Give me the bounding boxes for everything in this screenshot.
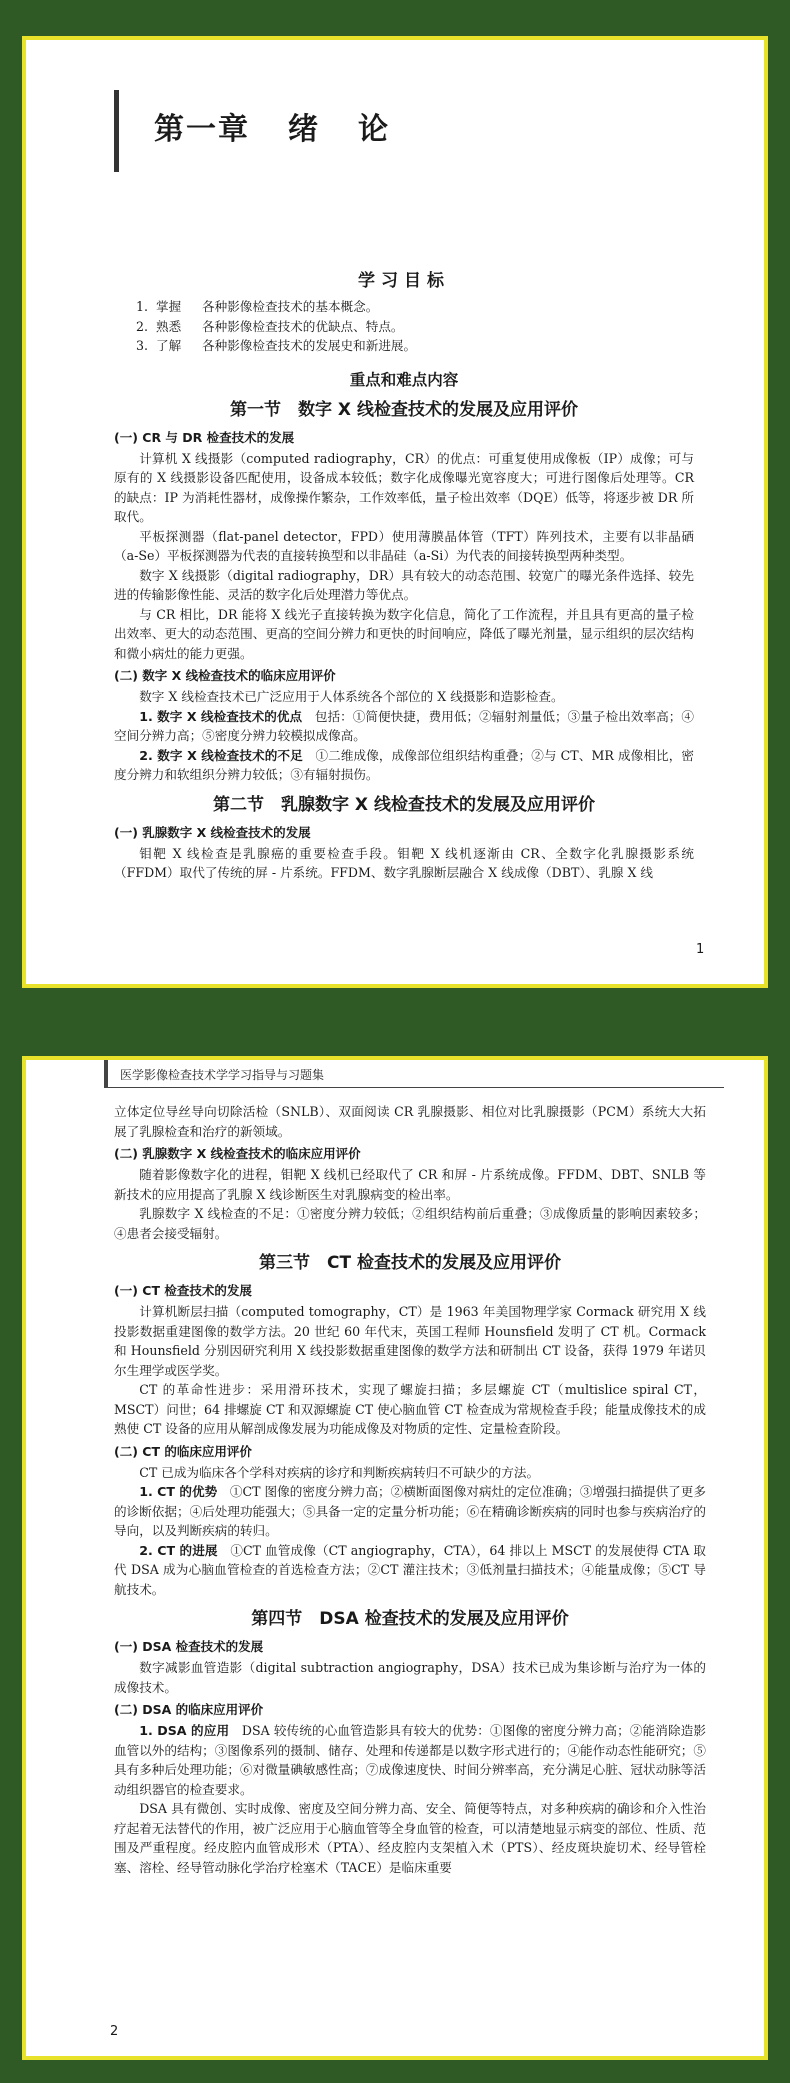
subheading: (二) DSA 的临床应用评价 (114, 1702, 264, 1717)
goal-keyword: 了解 (156, 338, 182, 353)
page-1 (22, 36, 768, 988)
goal-item (114, 317, 694, 337)
paragraph-lead: 1. CT 的优势 (139, 1484, 218, 1499)
goal-num: 3. (136, 338, 149, 353)
section-1-title: 第一节 数字 X 线检查技术的发展及应用评价 (230, 399, 578, 420)
paragraph: 数字 X 线摄影（digital radiography，DR）具有较大的动态范围、较宽广的曝光条件选择、较先进的传输影像性能、灵活的数字化后处理潜力等优点。 (114, 567, 694, 602)
goal-item (114, 336, 694, 356)
page-1-body (114, 266, 694, 883)
paragraph: 数字减影血管造影（digital subtraction angiography，DSA）技术已成为集诊断与治疗为一体的成像技术。 (114, 1660, 706, 1695)
paragraph-lead: 2. 数字 X 线检查技术的不足 (139, 747, 303, 763)
paragraph: 立体定位导丝导向切除活检（SNLB）、双面阅读 CR 乳腺摄影、相位对比乳腺摄影（PCM）系统大大拓展了乳腺检查和治疗的新领域。 (114, 1104, 706, 1139)
goals-title: 学习目标 (358, 271, 450, 291)
goal-text: 各种影像检查技术的优缺点、特点。 (202, 318, 404, 334)
page-number: 2 (110, 2024, 119, 2039)
paragraph: 计算机 X 线摄影（computed radiography，CR）的优点：可重复使用成像板（IP）成像；可与原有的 X 线摄影设备匹配使用，设备成本较低；数字化成像曝光宽容度大；可进行图像后处理等。CR 的缺点：IP 为消耗性器材，成像操作繁杂，工作效率低，量子检出效率（DQE）低等，将逐步被 DR 所取代。 (114, 450, 694, 524)
paragraph-text: ①二维成像，成像部位组织结构重叠；②与 CT、MR 成像相比，密度分辨力和软组织分辨力较低；③有辐射损伤。 (114, 747, 695, 782)
paragraph-lead: 2. CT 的进展 (139, 1542, 218, 1558)
paragraph-lead: 1. DSA 的应用 (139, 1723, 230, 1738)
paragraph: CT 的革命性进步：采用滑环技术，实现了螺旋扫描；多层螺旋 CT（multislice spiral CT，MSCT）问世；64 排螺旋 CT 和双源螺旋 CT 使心脑血管 CT 检查成为常规检查手段；能量成像技术的成熟使 CT 设备的应用从解剖成像发展为功能成像及对物质的定性、定量检查阶段。 (114, 1382, 706, 1436)
key-points-title: 重点和难点内容 (349, 370, 459, 389)
goal-text: 各种影像检查技术的发展史和新进展。 (202, 338, 417, 353)
goal-keyword: 熟悉 (156, 318, 182, 334)
paragraph: 与 CR 相比，DR 能将 X 线光子直接转换为数字化信息，简化了工作流程，并且具有更高的量子检出效率、更大的动态范围、更高的空间分辨力和更快的时间响应，降低了曝光剂量，显示组织的层次结构和微小病灶的能力更强。 (114, 606, 694, 661)
paragraph: 乳腺数字 X 线检查的不足：①密度分辨力较低；②组织结构前后重叠；③成像质量的影响因素较多；④患者会接受辐射。 (114, 1206, 706, 1241)
paragraph-text: ①CT 图像的密度分辨力高；②横断面图像对病灶的定位准确；③增强扫描提供了更多的诊断依据；④后处理功能强大；⑤具备一定的定量分析功能；⑥在精确诊断疾病的同时也参与疾病治疗的导向，以及判断疾病的转归。 (114, 1484, 707, 1538)
paragraph: 平板探测器（flat-panel detector，FPD）使用薄膜晶体管（TFT）阵列技术，主要有以非晶硒（a-Se）平板探测器为代表的直接转换型和以非晶硅（a-Si）为代表的间接转换型两种类型。 (114, 528, 694, 563)
page-number: 1 (696, 942, 705, 957)
subheading: (一) CT 检查技术的发展 (114, 1283, 252, 1298)
section-4-title: 第四节 DSA 检查技术的发展及应用评价 (251, 1609, 569, 1629)
chapter-accent-bar (114, 90, 119, 172)
page-2-body (114, 1102, 706, 1877)
running-header-bar (104, 1060, 108, 1088)
paragraph-text: 包括：①简便快捷，费用低；②辐射剂量低；③量子检出效率高；④空间分辨力高；⑤密度分辨力较模拟成像高。 (114, 708, 695, 743)
running-header-title: 医学影像检查技术学学习指导与习题集 (120, 1068, 325, 1082)
paragraph: 数字 X 线检查技术已广泛应用于人体系统各个部位的 X 线摄影和造影检查。 (139, 689, 564, 704)
goal-text: 各种影像检查技术的基本概念。 (202, 299, 379, 314)
subheading: (一) 乳腺数字 X 线检查技术的发展 (114, 824, 311, 840)
paragraph: 计算机断层扫描（computed tomography，CT）是 1963 年美国物理学家 Cormack 研究用 X 线投影数据重建图像的数学方法。20 世纪 60 年代末，英国工程师 Hounsfield 发明了 CT 机。Cormack 和 Hounsfield 分别因研究利用 X 线投影数据重建图像的数学方法和研制出 CT 设备，获得 1979 年诺贝尔生理学或医学奖。 (114, 1304, 706, 1378)
subheading: (二) CT 的临床应用评价 (114, 1443, 252, 1459)
chapter-title-char-1: 绪 (288, 112, 320, 147)
subheading: (一) DSA 检查技术的发展 (114, 1639, 264, 1654)
paragraph-text: ①CT 血管成像（CT angiography，CTA），64 排以上 MSCT 的发展使得 CTA 取代 DSA 成为心脑血管检查的首选检查方法；②CT 灌注技术；③低剂量扫描技术；④能量成像；⑤CT 导航技术。 (114, 1542, 707, 1597)
goal-keyword: 掌握 (156, 299, 182, 314)
paragraph: 随着影像数字化的进程，钼靶 X 线机已经取代了 CR 和屏 - 片系统成像。FFDM、DBT、SNLB 等新技术的应用提高了乳腺 X 线诊断医生对乳腺病变的检出率。 (114, 1167, 706, 1202)
paragraph (114, 707, 694, 746)
paragraph (114, 1541, 706, 1600)
paragraph (114, 1721, 706, 1799)
paragraph: 钼靶 X 线检查是乳腺癌的重要检查手段。钼靶 X 线机逐渐由 CR、全数字化乳腺摄影系统（FFDM）取代了传统的屏 - 片系统。FFDM、数字乳腺断层融合 X 线成像（DBT）、乳腺 X 线 (114, 845, 694, 880)
paragraph: CT 已成为临床各个学科对疾病的诊疗和判断疾病转归不可缺少的方法。 (139, 1464, 540, 1480)
page-2 (22, 1056, 768, 2060)
goal-num: 1. (136, 299, 149, 314)
goal-item (114, 297, 694, 317)
paragraph: DSA 具有微创、实时成像、密度及空间分辨力高、安全、简便等特点，对多种疾病的确诊和介入性治疗起着无法替代的作用，被广泛应用于心脑血管等全身血管的检查，可以清楚地显示病变的部位、性质、范围及严重程度。经皮腔内血管成形术（PTA）、经皮腔内支架植入术（PTS）、经皮斑块旋切术、经导管栓塞、溶栓、经导管动脉化学治疗栓塞术（TACE）是临床重要 (114, 1801, 706, 1875)
goal-num: 2. (136, 318, 149, 334)
paragraph-lead: 1. 数字 X 线检查技术的优点 (139, 708, 303, 724)
subheading: (一) CR 与 DR 检查技术的发展 (114, 429, 295, 445)
paragraph-text: DSA 较传统的心血管造影具有较大的优势：①图像的密度分辨力高；②能消除造影血管以外的结构；③图像系列的摄制、储存、处理和传递都是以数字形式进行的；④能作动态性能研究；⑤具有多种后处理功能；⑥对微量碘敏感性高；⑦成像速度快、时间分辨率高，充分满足心脏、冠状动脉等活动组织器官的检查要求。 (114, 1723, 707, 1797)
section-3-title: 第三节 CT 检查技术的发展及应用评价 (259, 1253, 561, 1273)
chapter-title (154, 104, 390, 148)
section-2-title: 第二节 乳腺数字 X 线检查技术的发展及应用评价 (213, 794, 595, 815)
subheading: (二) 数字 X 线检查技术的临床应用评价 (114, 668, 336, 683)
chapter-number: 第一章 (154, 112, 250, 147)
paragraph (114, 1482, 706, 1541)
paragraph (114, 746, 694, 785)
chapter-title-char-2: 论 (358, 112, 390, 147)
subheading: (二) 乳腺数字 X 线检查技术的临床应用评价 (114, 1146, 361, 1161)
